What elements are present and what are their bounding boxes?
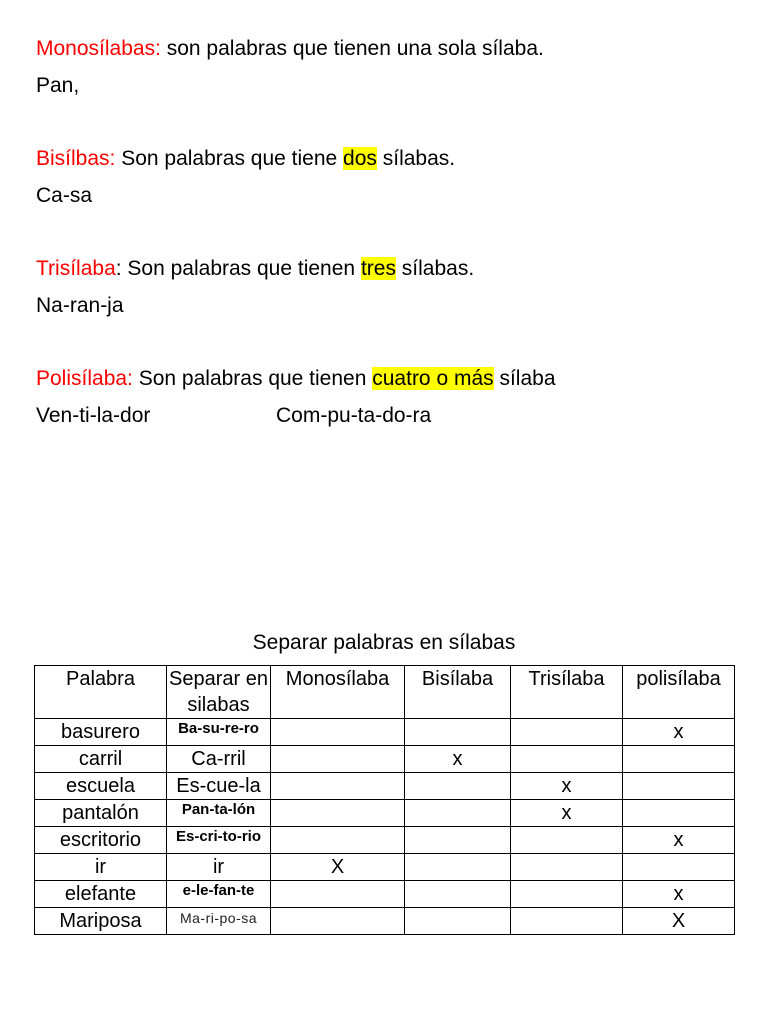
cell-bi xyxy=(405,800,511,827)
definition-text: Son palabras que tienen xyxy=(132,367,373,390)
cell-bi xyxy=(405,719,511,746)
cell-word: escritorio xyxy=(35,827,167,854)
cell-mono xyxy=(271,881,405,908)
cell-word: escuela xyxy=(35,773,167,800)
header-trisilaba: Trisílaba xyxy=(511,666,623,719)
cell-word: carril xyxy=(35,746,167,773)
table-title: Separar palabras en sílabas xyxy=(252,631,516,654)
cell-bi xyxy=(405,827,511,854)
cell-poli xyxy=(623,773,735,800)
cell-split: Pan-ta-lón xyxy=(167,800,271,827)
term-label: Monosílabas: xyxy=(36,37,161,60)
header-polisilaba: polisílaba xyxy=(623,666,735,719)
definition-text-end: sílaba xyxy=(493,367,556,390)
cell-tri: x xyxy=(511,773,623,800)
cell-mono xyxy=(271,773,405,800)
header-bisilaba: Bisílaba xyxy=(405,666,511,719)
cell-mono xyxy=(271,908,405,935)
cell-split: Es-cri-to-rio xyxy=(167,827,271,854)
cell-word: ir xyxy=(35,854,167,881)
definition-text: son palabras que tienen una sola sílaba. xyxy=(160,37,544,60)
table-row xyxy=(35,827,735,854)
cell-poli xyxy=(623,854,735,881)
cell-split: Ca-rril xyxy=(167,746,271,773)
table-row xyxy=(35,908,735,935)
cell-split: e-le-fan-te xyxy=(167,881,271,908)
table-header-row xyxy=(35,666,735,719)
cell-tri xyxy=(511,854,623,881)
table-row xyxy=(35,881,735,908)
table-row xyxy=(35,746,735,773)
table-row xyxy=(35,719,735,746)
table-row xyxy=(35,773,735,800)
cell-poli: x xyxy=(623,881,735,908)
cell-word: Mariposa xyxy=(35,908,167,935)
cell-tri xyxy=(511,746,623,773)
cell-split: Ma-ri-po-sa xyxy=(167,908,271,935)
cell-tri: x xyxy=(511,800,623,827)
header-separar: Separar en silabas xyxy=(167,666,271,719)
cell-poli: x xyxy=(623,827,735,854)
cell-mono xyxy=(271,719,405,746)
definition-monosilabas xyxy=(36,36,544,62)
cell-tri xyxy=(511,881,623,908)
term-label: Bisílbas: xyxy=(36,147,116,170)
cell-word: elefante xyxy=(35,881,167,908)
definition-bisilabas xyxy=(36,146,455,172)
highlighted-text: dos xyxy=(343,147,377,170)
cell-split: Ba-su-re-ro xyxy=(167,719,271,746)
cell-poli: X xyxy=(623,908,735,935)
cell-poli xyxy=(623,746,735,773)
cell-bi xyxy=(405,908,511,935)
cell-tri xyxy=(511,719,623,746)
definition-text: : Son palabras que tienen xyxy=(115,257,361,280)
cell-poli xyxy=(623,800,735,827)
cell-poli: x xyxy=(623,719,735,746)
example-monosilabas: Pan, xyxy=(36,74,80,97)
definition-trisilaba xyxy=(36,256,474,282)
definition-text: Son palabras que tiene xyxy=(115,147,344,170)
cell-tri xyxy=(511,827,623,854)
cell-mono xyxy=(271,746,405,773)
example-polisilaba-1: Ven-ti-la-dor xyxy=(36,404,151,427)
cell-mono: X xyxy=(271,854,405,881)
table-row xyxy=(35,854,735,881)
highlighted-text: tres xyxy=(360,257,396,280)
header-palabra: Palabra xyxy=(35,666,167,719)
cell-bi xyxy=(405,881,511,908)
example-polisilaba-2: Com-pu-ta-do-ra xyxy=(276,404,432,427)
definition-polisilaba xyxy=(36,366,556,392)
cell-bi xyxy=(405,854,511,881)
cell-split: Es-cue-la xyxy=(167,773,271,800)
term-label: Polisílaba: xyxy=(36,367,133,390)
cell-bi: x xyxy=(405,746,511,773)
table-row xyxy=(35,800,735,827)
example-trisilaba: Na-ran-ja xyxy=(36,294,124,317)
definition-text-end: sílabas. xyxy=(395,257,475,280)
highlighted-text: cuatro o más xyxy=(372,367,494,390)
header-monosilaba: Monosílaba xyxy=(271,666,405,719)
syllable-table xyxy=(34,665,735,935)
definition-text-end: sílabas. xyxy=(376,147,456,170)
cell-mono xyxy=(271,827,405,854)
cell-word: basurero xyxy=(35,719,167,746)
cell-tri xyxy=(511,908,623,935)
cell-word: pantalón xyxy=(35,800,167,827)
cell-mono xyxy=(271,800,405,827)
cell-split: ir xyxy=(167,854,271,881)
example-bisilabas: Ca-sa xyxy=(36,184,93,207)
term-label: Trisílaba xyxy=(36,257,116,280)
cell-bi xyxy=(405,773,511,800)
